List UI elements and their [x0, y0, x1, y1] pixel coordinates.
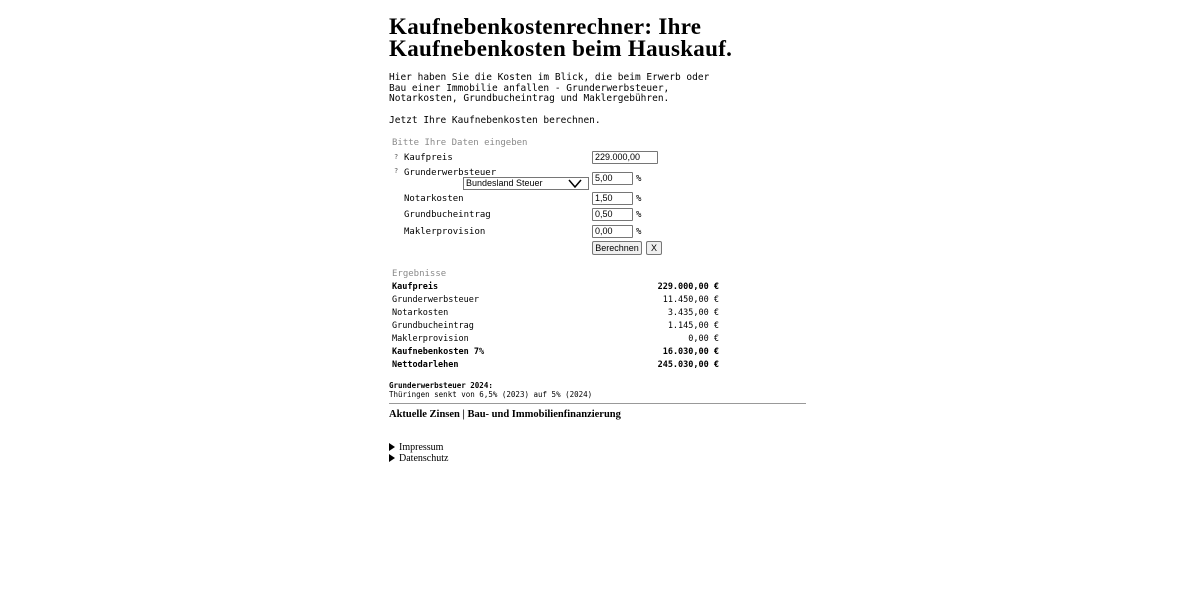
divider	[389, 403, 806, 404]
result-value: 16.030,00 €	[662, 347, 719, 357]
bundesland-select-value: Bundesland Steuer	[466, 178, 543, 188]
page-title: Kaufnebenkostenrechner: Ihre Kaufnebenkosten beim Hauskauf.	[389, 14, 733, 61]
result-row-nettodarlehen	[392, 359, 719, 371]
result-label: Maklerprovision	[392, 334, 469, 344]
result-label: Kaufpreis	[392, 282, 439, 292]
grunderwerbsteuer-label: Grunderwerbsteuer	[404, 168, 497, 178]
result-label: Notarkosten	[392, 308, 449, 318]
notarkosten-unit: %	[636, 194, 642, 204]
result-label: Grundbucheintrag	[392, 321, 474, 331]
form-legend: Bitte Ihre Daten eingeben	[392, 138, 528, 148]
zinsen-link[interactable]: Aktuelle Zinsen | Bau- und Immobilienfinanzierung	[389, 409, 621, 420]
grunderwerbsteuer-input[interactable]: 5,00	[592, 172, 633, 185]
result-value: 229.000,00 €	[657, 282, 719, 292]
notarkosten-label: Notarkosten	[404, 194, 464, 204]
result-row-maklerprovision	[392, 333, 719, 345]
note-heading: Grunderwerbsteuer 2024:	[389, 381, 493, 390]
triangle-right-icon	[389, 443, 395, 451]
maklerprovision-input[interactable]: 0,00	[592, 225, 633, 238]
reset-button[interactable]: X	[646, 241, 662, 255]
calculate-button[interactable]: Berechnen	[592, 241, 642, 255]
kaufpreis-input[interactable]: 229.000,00	[592, 151, 658, 164]
result-row-grundbucheintrag	[392, 320, 719, 332]
datenschutz-disclosure[interactable]	[389, 453, 448, 464]
datenschutz-label: Datenschutz	[399, 453, 449, 464]
result-value: 245.030,00 €	[657, 360, 719, 370]
note-text: Thüringen senkt von 6,5% (2023) auf 5% (2024)	[389, 390, 593, 399]
impressum-label: Impressum	[399, 442, 444, 453]
result-label: Kaufnebenkosten 7%	[392, 347, 485, 357]
result-value: 1.145,00 €	[667, 321, 719, 331]
grunderwerbsteuer-unit: %	[636, 174, 642, 184]
intro-text: Hier haben Sie die Kosten im Blick, die beim Erwerb oder Bau einer Immobilie anfallen - Grunderwerbsteuer, Notarkosten, Grundbucheintrag und Maklergebühren.	[389, 72, 710, 104]
chevron-down-icon	[568, 179, 582, 188]
triangle-right-icon	[389, 454, 395, 462]
result-row-grunderwerbsteuer	[392, 294, 719, 306]
help-grunderwerbsteuer-icon[interactable]: ?	[394, 167, 399, 175]
help-kaufpreis-icon[interactable]: ?	[394, 153, 399, 161]
result-value: 11.450,00 €	[662, 295, 719, 305]
result-value: 3.435,00 €	[667, 308, 719, 318]
cta-text: Jetzt Ihre Kaufnebenkosten berechnen.	[389, 115, 601, 126]
result-row-kaufnebenkosten	[392, 346, 719, 358]
results-legend: Ergebnisse	[392, 269, 447, 279]
result-row-notarkosten	[392, 307, 719, 319]
grundbucheintrag-unit: %	[636, 210, 642, 220]
grundbucheintrag-label: Grundbucheintrag	[404, 210, 491, 220]
notarkosten-input[interactable]: 1,50	[592, 192, 633, 205]
result-label: Grunderwerbsteuer	[392, 295, 479, 305]
kaufpreis-label: Kaufpreis	[404, 153, 453, 163]
grunderwerbsteuer-note	[389, 381, 592, 399]
maklerprovision-label: Maklerprovision	[404, 227, 486, 237]
impressum-disclosure[interactable]	[389, 442, 443, 453]
grundbucheintrag-input[interactable]: 0,50	[592, 208, 633, 221]
result-row-kaufpreis	[392, 281, 719, 293]
result-value: 0,00 €	[688, 334, 719, 344]
bundesland-select[interactable]	[463, 177, 589, 190]
maklerprovision-unit: %	[636, 227, 642, 237]
result-label: Nettodarlehen	[392, 360, 459, 370]
